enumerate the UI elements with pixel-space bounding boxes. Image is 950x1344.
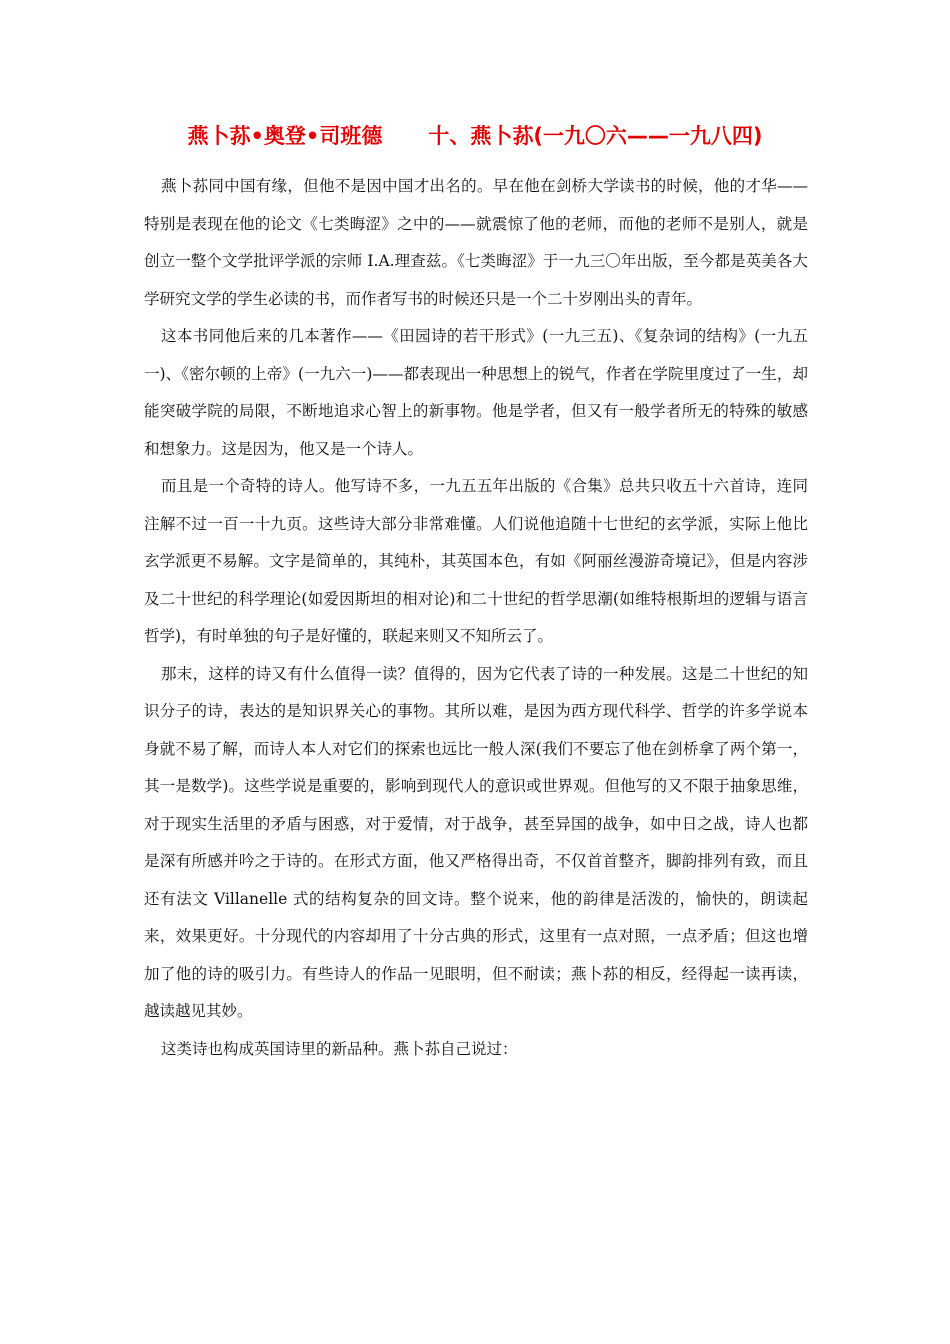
title-chapter: 十、燕卜荪(一九〇六——一九八四) bbox=[428, 124, 763, 148]
title-names: 燕卜荪•奥登•司班德 bbox=[187, 124, 383, 148]
paragraph-4: 那末，这样的诗又有什么值得一读？值得的，因为它代表了诗的一种发展。这是二十世纪的知识分子的诗，表达的是知识界关心的事物。其所以难，是因为西方现代科学、哲学的许多学说本身就不易了解，而诗人本人对它们的探索也远比一般人深(我们不要忘了他在剑桥拿了两个第一，其一是数学)。这些学说是重要的，影响到现代人的意识或世界观。但他写的又不限于抽象思维，对于现实生活里的矛盾与困惑，对于爱情，对于战争，甚至异国的战争，如中日之战，诗人也都是深有所感并吟之于诗的。在形式方面，他又严格得出奇，不仅首首整齐，脚韵排列有致，而且还有法文 Villanelle 式的结构复杂的回文诗。整个说来，他的韵律是活泼的，愉快的，朗读起来，效果更好。十分现代的内容却用了十分古典的形式，这里有一点对照，一点矛盾；但这也增加了他的诗的吸引力。有些诗人的作品一见眼明，但不耐读；燕卜荪的相反，经得起一读再读，越读越见其妙。 bbox=[144, 664, 808, 1020]
paragraph-2: 这本书同他后来的几本著作——《田园诗的若干形式》(一九三五)、《复杂词的结构》(一九五一)、《密尔顿的上帝》(一九六一)——都表现出一种思想上的锐气，作者在学院里度过了一生，却能突破学院的局限，不断地追求心智上的新事物。他是学者，但又有一般学者所无的特殊的敏感和想象力。这是因为，他又是一个诗人。 bbox=[144, 327, 808, 458]
paragraph-5: 这类诗也构成英国诗里的新品种。燕卜荪自己说过： bbox=[161, 1039, 518, 1058]
paragraph-3: 而且是一个奇特的诗人。他写诗不多，一九五五年出版的《合集》总共只收五十六首诗，连同注解不过一百一十九页。这些诗大部分非常难懂。人们说他追随十七世纪的玄学派，实际上他比玄学派更不易解。文字是简单的，其纯朴，其英国本色，有如《阿丽丝漫游奇境记》，但是内容涉及二十世纪的科学理论(如爱因斯坦的相对论)和二十世纪的哲学思潮(如维特根斯坦的逻辑与语言哲学)，有时单独的句子是好懂的，联起来则又不知所云了。 bbox=[144, 477, 808, 645]
document-body bbox=[144, 168, 808, 1068]
paragraph-1: 燕卜荪同中国有缘，但他不是因中国才出名的。早在他在剑桥大学读书的时候，他的才华——特别是表现在他的论文《七类晦涩》之中的——就震惊了他的老师，而他的老师不是别人，就是创立一整个文学批评学派的宗师 I.A.理查兹。《七类晦涩》于一九三〇年出版，至今都是英美各大学研究文学的学生必读的书，而作者写书的时候还只是一个二十岁刚出头的青年。 bbox=[144, 177, 808, 308]
document-title bbox=[0, 118, 950, 154]
